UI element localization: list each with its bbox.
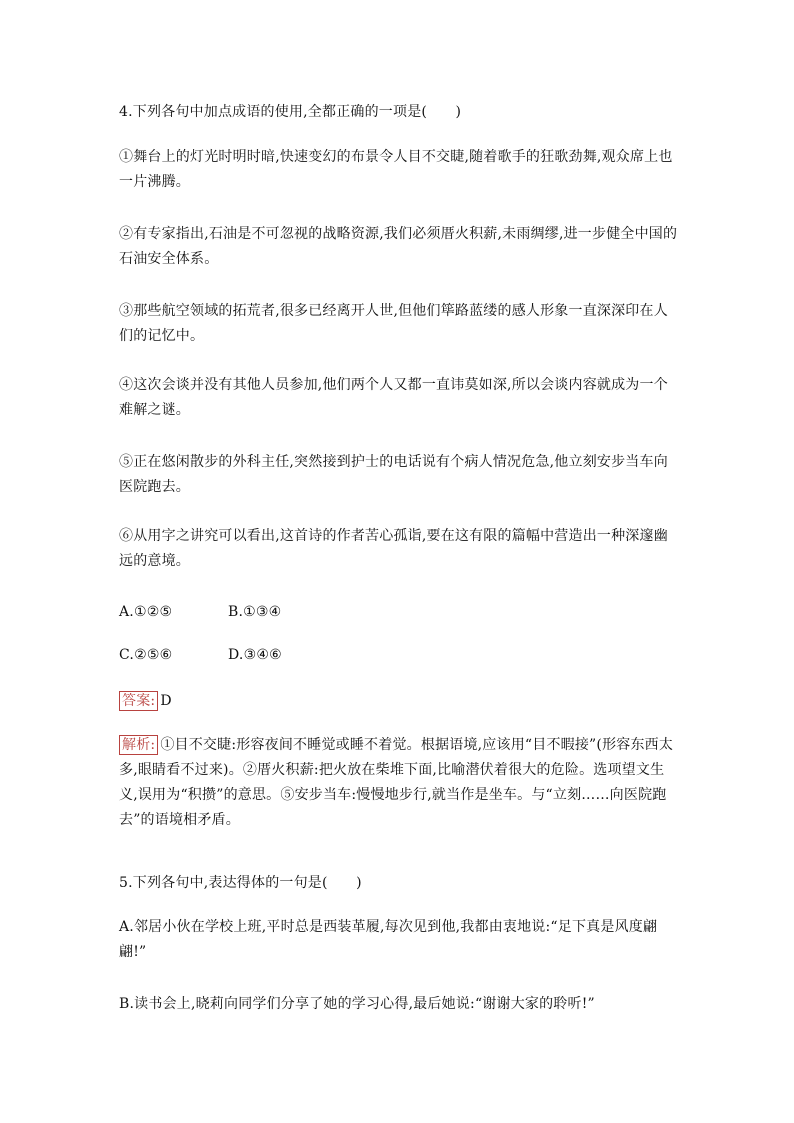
answer-value: D: [160, 693, 172, 709]
analysis-label: 解析:: [119, 735, 158, 755]
question-4-item-3: ③那些航空领域的拓荒者,很多已经离开人世,但他们筚路蓝缕的感人形象一直深深印在人们的记忆中。: [119, 303, 668, 344]
answer-label: 答案:: [119, 691, 158, 711]
option-d: D.③④⑥: [228, 647, 282, 663]
analysis-text: ①目不交睫:形容夜间不睡觉或睡不着觉。根据语境,应该用“目不暇接”(形容东西太多,眼睛看不过来)。②厝火积薪:把火放在柴堆下面,比喻潜伏着很大的危险。选项望文生义,误用为“积攒”的意思。⑤安步当车:慢慢地步行,就当作是坐车。与“立刻……向医院跑去”的语境相矛盾。: [119, 737, 674, 828]
option-b: B.①③④: [228, 604, 282, 620]
question-4-options-row-2: [119, 643, 679, 668]
question-4-options-row-1: [119, 600, 679, 625]
option-a: A.①②⑤: [119, 604, 173, 620]
question-4-item-1: ①舞台上的灯光时明时暗,快速变幻的布景令人目不交睫,随着歌手的狂歌劲舞,观众席上也一片沸腾。: [119, 149, 673, 190]
question-4-item-4: ④这次会谈并没有其他人员参加,他们两个人又都一直讳莫如深,所以会谈内容就成为一个难解之谜。: [119, 377, 668, 418]
question-4-item-5: ⑤正在悠闲散步的外科主任,突然接到护士的电话说有个病人情况危急,他立刻安步当车向医院跑去。: [119, 454, 668, 495]
question-5-option-a: A.邻居小伙在学校上班,平时总是西装革履,每次见到他,我都由衷地说:“足下真是风度翩翩!”: [119, 919, 658, 960]
question-4-title: 4.下列各句中加点成语的使用,全都正确的一项是( ): [119, 104, 462, 120]
question-4-item-6: ⑥从用字之讲究可以看出,这首诗的作者苦心孤诣,要在这有限的篇幅中营造出一种深邃幽远的意境。: [119, 528, 668, 569]
question-4-item-2: ②有专家指出,石油是不可忽视的战略资源,我们必须厝火积薪,未雨绸缪,进一步健全中国的石油安全体系。: [119, 226, 678, 267]
question-5-title: 5.下列各句中,表达得体的一句是( ): [119, 875, 362, 891]
option-c: C.②⑤⑥: [119, 647, 173, 663]
question-5-option-b: B.读书会上,晓莉向同学们分享了她的学习心得,最后她说:“谢谢大家的聆听!”: [119, 996, 595, 1012]
answer-line: [119, 689, 679, 714]
analysis-paragraph: [119, 733, 679, 833]
